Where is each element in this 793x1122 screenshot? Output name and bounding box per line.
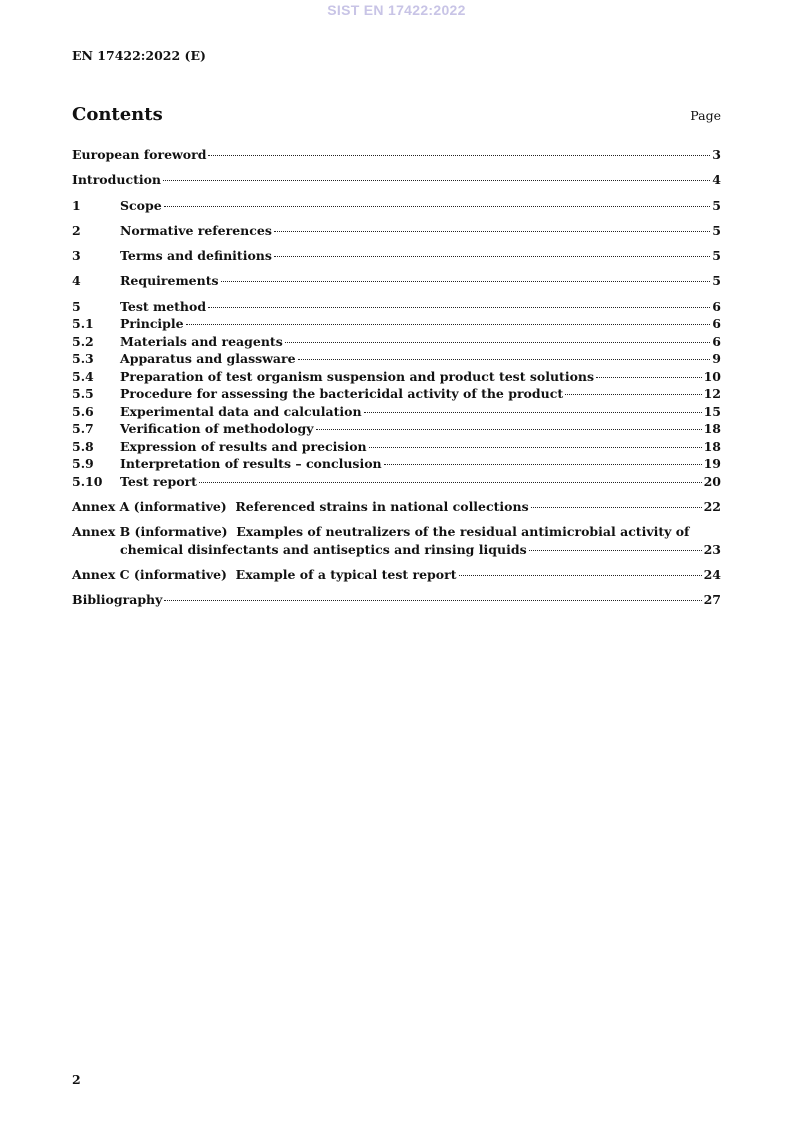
dot-leader	[384, 464, 702, 465]
toc-entry-page: 22	[703, 499, 721, 515]
toc-entry-title: Requirements	[120, 273, 219, 289]
toc-entry-title: Expression of results and precision	[120, 438, 367, 454]
page-number: 2	[72, 1072, 81, 1087]
toc-entry-title: Terms and definitions	[120, 248, 272, 264]
toc-entry-number: 5.6	[72, 403, 94, 419]
toc-entry-interpretation[interactable]	[72, 455, 721, 473]
toc-entry-title: Test report	[120, 473, 197, 489]
toc-entry-title: Principle	[120, 316, 184, 332]
toc-entry-title: Experimental data and calculation	[120, 403, 362, 419]
dot-leader	[596, 377, 702, 378]
toc-entry-introduction[interactable]	[72, 171, 721, 189]
dot-leader	[369, 447, 702, 448]
toc-entry-title: European foreword	[72, 147, 207, 162]
toc-entry-page: 24	[703, 567, 721, 583]
toc-entry-page: 5	[712, 248, 721, 264]
dot-leader	[459, 575, 702, 576]
toc-entry-normative-references[interactable]	[72, 222, 721, 240]
dot-leader	[199, 482, 702, 483]
toc-entry-page: 15	[703, 403, 721, 419]
toc-entry-page: 5	[712, 273, 721, 289]
toc-entry-title: Apparatus and glassware	[120, 351, 296, 367]
dot-leader	[274, 256, 710, 257]
toc-entry-page: 18	[703, 421, 721, 437]
toc-entry-number: 3	[72, 248, 81, 264]
toc-entry-annex-a[interactable]	[72, 498, 721, 516]
dot-leader	[186, 324, 711, 325]
toc-entry-procedure[interactable]	[72, 385, 721, 403]
toc-entry-number: 2	[72, 222, 81, 238]
toc-entry-page: 19	[703, 456, 721, 472]
page-column-label: Page	[690, 108, 721, 123]
toc-entry-number: 5.2	[72, 333, 94, 349]
toc-entry-title-line2: chemical disinfectants and antiseptics and rinsing liquids	[120, 541, 527, 557]
toc-entry-continuation	[72, 541, 721, 559]
toc-entry-annex-c[interactable]	[72, 566, 721, 584]
dot-leader	[531, 507, 702, 508]
toc-entry-title: Annex B (informative) Examples of neutralizers of the residual antimicrobial activity of	[72, 524, 690, 540]
dot-leader	[208, 155, 710, 156]
document-id: EN 17422:2022 (E)	[72, 48, 206, 63]
toc-entry-title: Introduction	[72, 172, 162, 188]
toc-entry-test-report[interactable]	[72, 473, 721, 491]
toc-entry-number: 1	[72, 197, 81, 213]
toc-entry-number: 5.4	[72, 368, 94, 384]
contents-header	[72, 104, 721, 125]
toc-entry-page: 18	[703, 438, 721, 454]
toc-entry-title: Interpretation of results – conclusion	[120, 456, 382, 472]
toc-entry-page: 12	[703, 386, 721, 402]
dot-leader	[316, 429, 702, 430]
toc-entry-page: 5	[712, 222, 721, 238]
dot-leader	[529, 550, 702, 551]
toc-entry-title: Procedure for assessing the bactericidal activity of the product	[120, 386, 564, 402]
toc-entry-verification[interactable]	[72, 420, 721, 438]
toc-entry-principle[interactable]	[72, 315, 721, 333]
toc-entry-number: 5	[72, 298, 81, 314]
toc-entry-page: 20	[703, 473, 721, 489]
toc-entry-page: 5	[712, 197, 721, 213]
toc-entry-page: 6	[712, 316, 721, 332]
dot-leader	[364, 412, 702, 413]
table-of-contents	[72, 146, 721, 609]
toc-entry-title: Preparation of test organism suspension and product test solutions	[120, 368, 595, 384]
dot-leader	[298, 359, 711, 360]
toc-entry-requirements[interactable]	[72, 272, 721, 290]
dot-leader	[221, 281, 711, 282]
toc-entry-page: 10	[703, 368, 721, 384]
toc-entry-title: Annex C (informative) Example of a typical test report	[72, 567, 457, 583]
toc-entry-page: 6	[712, 333, 721, 349]
toc-entry-number: 5.5	[72, 386, 94, 402]
toc-entry-title: Annex A (informative) Referenced strains in national collections	[72, 499, 529, 515]
toc-entry-scope[interactable]	[72, 197, 721, 215]
toc-entry-annex-b[interactable]	[72, 523, 721, 558]
toc-entry-experimental-data[interactable]	[72, 403, 721, 421]
toc-entry-number: 5.3	[72, 351, 94, 367]
toc-entry-number: 5.8	[72, 438, 94, 454]
dot-leader	[285, 342, 711, 343]
toc-entry-page: 6	[712, 298, 721, 314]
toc-entry-bibliography[interactable]	[72, 591, 721, 609]
toc-entry-number: 4	[72, 273, 81, 289]
toc-entry-number: 5.7	[72, 421, 94, 437]
toc-entry-page: 4	[712, 172, 721, 188]
toc-entry-test-method[interactable]	[72, 298, 721, 316]
toc-entry-page: 9	[712, 351, 721, 367]
dot-leader	[208, 307, 710, 308]
toc-entry-european-foreword[interactable]	[72, 146, 721, 164]
toc-entry-title: Bibliography	[72, 592, 163, 608]
watermark: SIST EN 17422:2022	[327, 2, 466, 18]
toc-entry-materials-and-reagents[interactable]	[72, 333, 721, 351]
toc-entry-title: Verification of methodology	[120, 421, 314, 437]
toc-entry-title: Materials and reagents	[120, 333, 283, 349]
toc-entry-preparation[interactable]	[72, 368, 721, 386]
toc-entry-number: 5.9	[72, 456, 94, 472]
contents-title: Contents	[72, 104, 163, 125]
toc-entry-number: 5.1	[72, 316, 94, 332]
dot-leader	[164, 206, 711, 207]
toc-entry-title: Test method	[120, 298, 207, 314]
dot-leader	[274, 231, 710, 232]
toc-entry-page: 3	[712, 147, 721, 162]
toc-entry-terms-and-definitions[interactable]	[72, 247, 721, 265]
dot-leader	[164, 600, 701, 601]
toc-entry-title: Normative references	[120, 222, 272, 238]
toc-entry-apparatus-and-glassware[interactable]	[72, 350, 721, 368]
toc-entry-page: 27	[703, 592, 721, 608]
dot-leader	[565, 394, 701, 395]
toc-entry-number: 5.10	[72, 473, 103, 489]
toc-entry-expression-of-results[interactable]	[72, 438, 721, 456]
toc-entry-page: 23	[703, 541, 721, 557]
dot-leader	[163, 180, 710, 181]
toc-entry-title: Scope	[120, 197, 162, 213]
